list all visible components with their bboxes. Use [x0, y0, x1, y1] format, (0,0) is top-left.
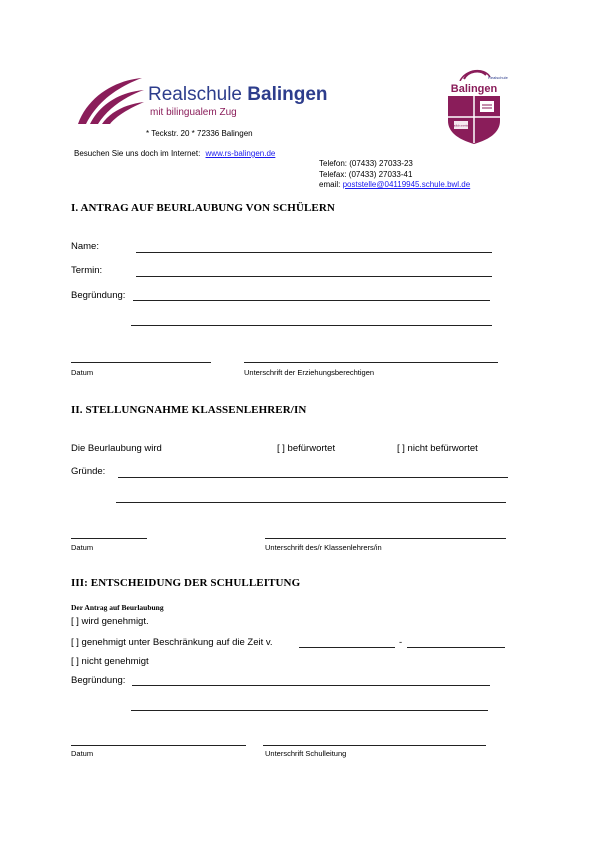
school-name [148, 84, 328, 106]
school-address: * Teckstr. 20 * 72336 Balingen [146, 129, 253, 138]
website-link[interactable]: www.rs-balingen.de [205, 149, 276, 158]
visit-website-line [74, 149, 275, 158]
signature-field-2[interactable] [265, 538, 506, 539]
begruendung-label-3: Begründung: [71, 675, 126, 686]
termin-label: Termin: [71, 265, 103, 276]
name-label: Name: [71, 241, 99, 252]
begruendung-field-3b[interactable] [131, 710, 488, 711]
datum-label-3: Datum [71, 749, 94, 758]
crest-top-text: Realschule [488, 75, 508, 80]
nicht-genehmigt-checkbox[interactable]: [ ] nicht genehmigt [71, 656, 149, 667]
school-name-bold: Balingen [247, 84, 328, 105]
wird-genehmigt-checkbox[interactable]: [ ] wird genehmigt. [71, 616, 149, 627]
datum-label-1: Datum [71, 368, 94, 377]
fax-text: Telefax: (07433) 27033-41 [319, 170, 413, 179]
zeit-bis-field[interactable] [407, 647, 505, 648]
begruendung-field-1b[interactable] [131, 325, 492, 326]
phone-text: Telefon: (07433) 27033-23 [319, 159, 413, 168]
signature-field-1[interactable] [244, 362, 498, 363]
signature-field-3[interactable] [263, 745, 486, 746]
crest-bottom-text: Staatlich anerkannt [449, 124, 473, 128]
section2-title: II. STELLUNGNAHME KLASSENLEHRER/IN [71, 404, 307, 416]
visit-text: Besuchen Sie uns doch im Internet: [74, 149, 201, 158]
school-crest-icon [446, 67, 508, 145]
signature-label-2: Unterschrift des/r Klassenlehrers/in [265, 543, 382, 552]
signature-label-1: Unterschrift der Erziehungsberechtigen [244, 368, 375, 377]
school-name-regular: Realschule [148, 84, 242, 105]
signature-label-3: Unterschrift Schulleitung [265, 749, 347, 758]
termin-field[interactable] [136, 276, 492, 277]
genehmigt-beschraenkt-checkbox[interactable]: [ ] genehmigt unter Beschränkung auf die Zeit v. [71, 637, 273, 648]
begruendung-field-1a[interactable] [133, 300, 490, 301]
email-link[interactable]: poststelle@04119945.schule.bwl.de [342, 180, 471, 189]
datum-label-2: Datum [71, 543, 94, 552]
name-field[interactable] [136, 252, 492, 253]
crest-name-text: Balingen [450, 83, 498, 95]
datum-field-1[interactable] [71, 362, 211, 363]
email-line [319, 180, 470, 189]
datum-field-2[interactable] [71, 538, 147, 539]
gruende-label: Gründe: [71, 466, 106, 477]
zeit-von-field[interactable] [299, 647, 395, 648]
section3-subtitle: Der Antrag auf Beurlaubung [71, 603, 164, 612]
datum-field-3[interactable] [71, 745, 246, 746]
email-label: email: [319, 180, 341, 189]
range-dash: - [399, 637, 403, 648]
beurlaubung-text: Die Beurlaubung wird [71, 443, 162, 454]
section1-title: I. ANTRAG AUF BEURLAUBUNG VON SCHÜLERN [71, 202, 335, 214]
section3-title: III: ENTSCHEIDUNG DER SCHULLEITUNG [71, 577, 301, 589]
befuerwortet-checkbox[interactable]: [ ] befürwortet [277, 443, 336, 454]
school-logo-swoosh [76, 74, 146, 126]
gruende-field-a[interactable] [118, 477, 508, 478]
gruende-field-b[interactable] [116, 502, 506, 503]
begruendung-field-3a[interactable] [132, 685, 490, 686]
begruendung-label-1: Begründung: [71, 290, 126, 301]
nicht-befuerwortet-checkbox[interactable]: [ ] nicht befürwortet [397, 443, 478, 454]
school-tagline: mit bilingualem Zug [150, 107, 237, 118]
